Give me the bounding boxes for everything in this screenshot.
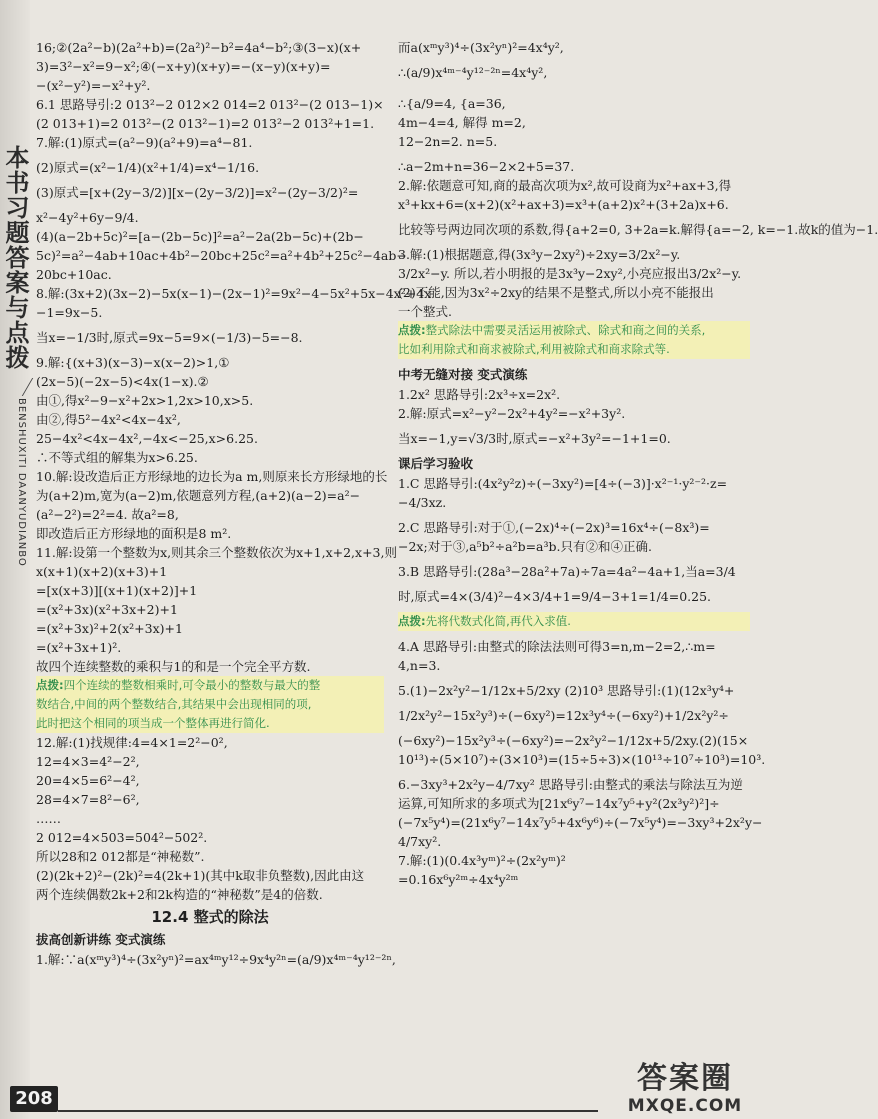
answer-line: 20bc+10ac. (36, 267, 112, 282)
answer-line: 28=4×7=8²−6², (36, 792, 140, 807)
answer-line: −1=9x−5. (36, 305, 103, 320)
answer-line: 由②,得5²−4x²<4x−4x², (36, 412, 181, 427)
answer-line: 为(a+2)m,宽为(a−2)m,依题意列方程,(a+2)(a−2)=a²− (36, 488, 361, 503)
answer-line: 3.解:(1)根据题意,得(3x³y−2xy²)÷2xy=3/2x²−y. (398, 247, 681, 262)
section-heading: 中考无缝对接 变式演练 (398, 367, 528, 382)
bottom-rule (58, 1110, 598, 1112)
answer-line: 1.C 思路导引:(4x²y²z)÷(−3xy²)=[4÷(−3)]·x²⁻¹·y²⁻²·z= (398, 476, 728, 491)
answer-line: 2.解:原式=x²−y²−2x²+4y²=−x²+3y². (398, 406, 626, 421)
watermark-logo (610, 1062, 760, 1116)
answer-line: =0.16x⁶y²ᵐ÷4x⁴y²ᵐ (398, 872, 519, 887)
section-heading: 拔高创新讲练 变式演练 (36, 932, 166, 947)
answer-line: 25−4x²<4x−4x²,−4x<−25,x>6.25. (36, 431, 258, 446)
answer-line: (2)原式=(x²−1/4)(x²+1/4)=x⁴−1/16. (36, 160, 260, 175)
tip-box (398, 321, 750, 359)
answer-line: 4.A 思路导引:由整式的除法法则可得3=n,m−2=2,∴m= (398, 639, 716, 654)
answer-line: 1/2x²y²−15x²y³)÷(−6xy²)=12x³y⁴÷(−6xy²)+1/2x²y²÷ (398, 708, 729, 723)
answer-line: 4m−4=4, 解得 m=2, (398, 115, 526, 130)
tip-label: 点拨: (36, 678, 64, 692)
answer-line: 一个整式. (398, 304, 452, 319)
answer-line: 1.2x² 思路导引:2x³÷x=2x². (398, 387, 561, 402)
answer-line: 12=4×3=4²−2², (36, 754, 140, 769)
watermark-url: MXQE.COM (627, 1096, 743, 1116)
answer-line: 1.解:∵a(xᵐy³)⁴÷(3x²yⁿ)²=ax⁴ᵐy¹²÷9x⁴y²ⁿ=(a/9)x⁴ᵐ⁻⁴y¹²⁻²ⁿ, (36, 952, 396, 967)
answer-line: (−6xy²)−15x²y³÷(−6xy²)=−2x²y²−1/12x+5/2xy.(2)(15× (398, 733, 749, 748)
answer-line: 10.解:设改造后正方形绿地的边长为a m,则原来长方形绿地的长 (36, 469, 388, 484)
answer-line: x(x+1)(x+2)(x+3)+1 (36, 564, 168, 579)
tip-line: 点拨:先将代数式化简,再代入求值. (398, 612, 750, 631)
answer-line: 7.解:(1)原式=(a²−9)(a²+9)=a⁴−81. (36, 135, 253, 150)
spine-title: 本书习题答案与点拨 (1, 145, 29, 370)
answer-line: 3.B 思路导引:(28a³−28a²+7a)÷7a=4a²−4a+1,当a=3/4 (398, 564, 736, 579)
answer-line: 9.解:{(x+3)(x−3)−x(x−2)>1,① (36, 355, 230, 370)
tip-label: 点拨: (398, 323, 426, 337)
answer-line: 当x=−1,y=√3/3时,原式=−x²+3y²=−1+1=0. (398, 431, 671, 446)
answer-line: =(x²+3x)(x²+3x+2)+1 (36, 602, 178, 617)
answer-line: 两个连续偶数2k+2和2k构造的“神秘数”是4的倍数. (36, 887, 323, 902)
answer-line: 当x=−1/3时,原式=9x−5=9×(−1/3)−5=−8. (36, 330, 303, 345)
answer-line: 5c)²=a²−4ab+10ac+4b²−20bc+25c²=a²+4b²+25c²−4ab− (36, 248, 407, 263)
answer-line: =[x(x+3)][(x+1)(x+2)]+1 (36, 583, 198, 598)
answer-line: (−7x⁵y⁴)=(21x⁶y⁷−14x⁷y⁵+4x⁶y⁶)÷(−7x⁵y⁴)=−3xy³+2x²y− (398, 815, 763, 830)
answer-line: 2.解:依题意可知,商的最高次项为x²,故可设商为x²+ax+3,得 (398, 178, 732, 193)
section-heading: 课后学习验收 (398, 456, 474, 471)
answer-line: (a²−2²)=2²=4. 故a²=8, (36, 507, 179, 522)
left-answers-2 (36, 733, 384, 904)
section-title: 12.4 整式的除法 (151, 908, 269, 926)
answer-line: 2 012=4×503=504²−502². (36, 830, 208, 845)
right-column (398, 38, 878, 889)
answer-line: 3/2x²−y. 所以,若小明报的是3x³y−2xy²,小亮应报出3/2x²−y. (398, 266, 742, 281)
answer-line: 6.1 思路导引:2 013²−2 012×2 014=2 013²−(2 013−1)× (36, 97, 384, 112)
tip-line: 点拨:整式除法中需要灵活运用被除式、除式和商之间的关系, (398, 321, 750, 340)
spine-divider (2, 378, 33, 396)
answer-line: ∴{a/9=4, {a=36, (398, 96, 506, 111)
tip-label: 点拨: (398, 614, 426, 628)
answer-line: 4,n=3. (398, 658, 441, 673)
answer-line: 运算,可知所求的多项式为[21x⁶y⁷−14x⁷y⁵+y²(2x³y²)²]÷ (398, 796, 720, 811)
answer-line: (2)不能,因为3x²÷2xy的结果不是整式,所以小亮不能报出 (398, 285, 714, 300)
answer-line: 8.解:(3x+2)(3x−2)−5x(x−1)−(2x−1)²=9x²−4−5x²+5x−4x²+4x (36, 286, 432, 301)
tip-box (398, 612, 750, 631)
tip-line: 点拨:四个连续的整数相乘时,可令最小的整数与最大的整 (36, 676, 384, 695)
answer-line: 比较等号两边同次项的系数,得{a+2=0, 3+2a=k.解得{a=−2, k=−1.故k的值为−1. (398, 222, 878, 237)
answer-line: =(x²+3x)²+2(x²+3x)+1 (36, 621, 183, 636)
answer-line: 10¹³)÷(5×10⁷)÷(3×10³)=(15÷5÷3)×(10¹³÷10⁷÷10³)=10³. (398, 752, 766, 767)
answer-line: ∴不等式组的解集为x>6.25. (36, 450, 198, 465)
spine-subtitle: BENSHUXITI DAANYUDIANBO (16, 398, 27, 567)
answer-line: 7.解:(1)(0.4x³yᵐ)²÷(2x²yᵐ)² (398, 853, 566, 868)
answer-line: 故四个连续整数的乘积与1的和是一个完全平方数. (36, 659, 311, 674)
page-number: 208 (10, 1086, 58, 1112)
answer-line: 12.解:(1)找规律:4=4×1=2²−0², (36, 735, 228, 750)
answer-line: 由①,得x²−9−x²+2x>1,2x>10,x>5. (36, 393, 254, 408)
answer-line: (3)原式=[x+(2y−3/2)][x−(2y−3/2)]=x²−(2y−3/2)²= (36, 185, 359, 200)
right-answers (398, 38, 878, 321)
answer-line: x²−4y²+6y−9/4. (36, 210, 139, 225)
answer-line: (4)(a−2b+5c)²=[a−(2b−5c)]²=a²−2a(2b−5c)+(2b− (36, 229, 364, 244)
tip-line: 此时把这个相同的项当成一个整体再进行简化. (36, 714, 384, 733)
answer-line: ∴a−2m+n=36−2×2+5=37. (398, 159, 575, 174)
answer-line: 即改造后正方形绿地的面积是8 m². (36, 526, 232, 541)
answer-line: −4/3xz. (398, 495, 447, 510)
answer-line: 12−2n=2. n=5. (398, 134, 498, 149)
watermark-title: 答案圈 (637, 1061, 733, 1096)
answer-line: 时,原式=4×(3/4)²−4×3/4+1=9/4−3+1=1/4=0.25. (398, 589, 712, 604)
answer-line: 2.C 思路导引:对于①,(−2x)⁴÷(−2x)³=16x⁴÷(−8x³)= (398, 520, 710, 535)
answer-line: 所以28和2 012都是“神秘数”. (36, 849, 205, 864)
answer-line: 11.解:设第一个整数为x,则其余三个整数依次为x+1,x+2,x+3,则 (36, 545, 397, 560)
answer-line: (2x−5)(−2x−5)<4x(1−x).② (36, 374, 209, 389)
right-answers-2 (398, 637, 766, 889)
answer-line: −2x;对于③,a⁵b²÷a²b=a³b.只有②和④正确. (398, 539, 652, 554)
answer-line: −(x²−y²)=−x²+y². (36, 78, 151, 93)
answer-line: 16;②(2a²−b)(2a²+b)=(2a²)²−b²=4a⁴−b²;③(3−x)(x+ (36, 40, 362, 55)
answer-line: x³+kx+6=(x+2)(x²+ax+3)=x³+(a+2)x²+(3+2a)x+6. (398, 197, 729, 212)
answer-line: 4/7xy². (398, 834, 442, 849)
answer-line: =(x²+3x+1)². (36, 640, 122, 655)
answer-line: 20=4×5=6²−4², (36, 773, 140, 788)
answer-line: 而a(xᵐy³)⁴÷(3x²yⁿ)²=4x⁴y², (398, 40, 564, 55)
answer-line: ∴(a/9)x⁴ᵐ⁻⁴y¹²⁻²ⁿ=4x⁴y², (398, 65, 548, 80)
answer-line: 5.(1)−2x²y²−1/12x+5/2xy (2)10³ 思路导引:(1)(12x³y⁴+ (398, 683, 735, 698)
spine-band (0, 0, 30, 1119)
tip-line: 比如利用除式和商求被除式,利用被除式和商求除式等. (398, 340, 750, 359)
answer-line: (2 013+1)=2 013²−(2 013²−1)=2 013²−2 013²+1=1. (36, 116, 375, 131)
tip-line: 数结合,中间的两个整数结合,其结果中会出现相同的项, (36, 695, 384, 714)
answer-line: 6.−3xy³+2x²y−4/7xy² 思路导引:由整式的乘法与除法互为逆 (398, 777, 743, 792)
answer-line: …… (36, 811, 61, 826)
answer-line: 3)=3²−x²=9−x²;④(−x+y)(x+y)=−(x−y)(x+y)= (36, 59, 331, 74)
answer-line: (2)(2k+2)²−(2k)²=4(2k+1)(其中k取非负整数),因此由这 (36, 868, 365, 883)
tip-box (36, 676, 384, 733)
